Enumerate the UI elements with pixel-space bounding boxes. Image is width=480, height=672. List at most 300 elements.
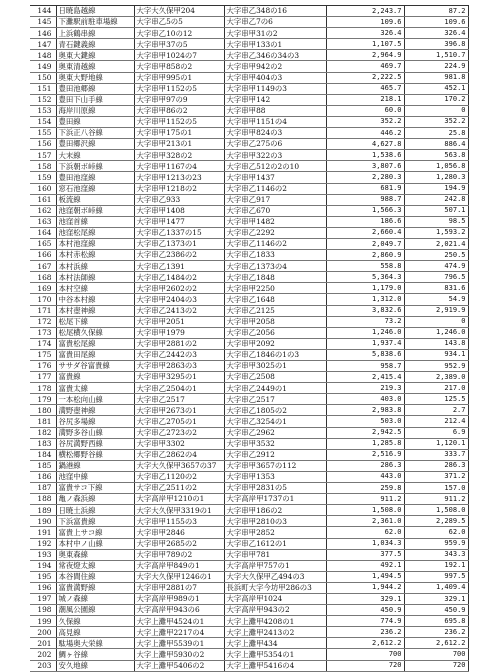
paved-length: 474.9 bbox=[404, 261, 468, 272]
paved-length: 997.5 bbox=[404, 571, 468, 582]
end-point: 大字串甲1437 bbox=[224, 172, 326, 183]
end-point: 大字串甲88 bbox=[224, 105, 326, 116]
extension-length: 1,508.0 bbox=[326, 505, 404, 516]
table-row bbox=[30, 161, 468, 172]
start-point: 大字大久保甲3657の37 bbox=[134, 460, 224, 471]
route-name: 豊田池窪線 bbox=[56, 172, 134, 183]
route-number: 176 bbox=[30, 361, 56, 372]
extension-length: 492.1 bbox=[326, 560, 404, 571]
table-row bbox=[30, 316, 468, 327]
table-row bbox=[30, 338, 468, 349]
route-number: 162 bbox=[30, 205, 56, 216]
start-point: 大字串甲97の9 bbox=[134, 94, 224, 105]
route-number: 197 bbox=[30, 593, 56, 604]
paved-length: 695.8 bbox=[404, 616, 468, 627]
route-name: 富貴松尾線 bbox=[56, 338, 134, 349]
start-point: 大字串乙933 bbox=[134, 194, 224, 205]
start-point: 大字串甲2673の1 bbox=[134, 405, 224, 416]
route-number: 155 bbox=[30, 128, 56, 139]
route-name: 本村空線 bbox=[56, 283, 134, 294]
end-point: 大字串乙2517 bbox=[224, 394, 326, 405]
paved-length: 192.1 bbox=[404, 560, 468, 571]
start-point: 大字串乙2517 bbox=[134, 394, 224, 405]
extension-length: 403.0 bbox=[326, 394, 404, 405]
route-number: 199 bbox=[30, 616, 56, 627]
extension-length: 1,285.8 bbox=[326, 438, 404, 449]
start-point: 大字串乙2511の2 bbox=[134, 483, 224, 494]
route-number: 163 bbox=[30, 216, 56, 227]
route-name: 奥東大鍵線 bbox=[56, 50, 134, 61]
paved-length: 250.5 bbox=[404, 250, 468, 261]
start-point: 大字串甲2846 bbox=[134, 527, 224, 538]
end-point: 大字串甲3657の112 bbox=[224, 460, 326, 471]
extension-length: 2,612.2 bbox=[326, 638, 404, 649]
end-point: 大字高岸甲943の2 bbox=[224, 605, 326, 616]
extension-length: 3,807.6 bbox=[326, 161, 404, 172]
route-number: 150 bbox=[30, 72, 56, 83]
route-number: 169 bbox=[30, 283, 56, 294]
paved-length: 934.1 bbox=[404, 349, 468, 360]
table-row bbox=[30, 394, 468, 405]
table-row bbox=[30, 460, 468, 471]
start-point: 大字串甲213の1 bbox=[134, 139, 224, 150]
extension-length: 2,415.4 bbox=[326, 372, 404, 383]
start-point: 大字串甲1024の7 bbox=[134, 50, 224, 61]
route-number: 145 bbox=[30, 17, 56, 28]
paved-length: 2,389.0 bbox=[404, 372, 468, 383]
table-row bbox=[30, 194, 468, 205]
route-name: 松尾下線 bbox=[56, 316, 134, 327]
paved-length: 396.8 bbox=[404, 39, 468, 50]
route-name: 豊田下山手線 bbox=[56, 94, 134, 105]
end-point: 大字串乙1833 bbox=[224, 250, 326, 261]
table-row bbox=[30, 61, 468, 72]
extension-length: 450.9 bbox=[326, 605, 404, 616]
route-number: 195 bbox=[30, 571, 56, 582]
extension-length: 2,983.8 bbox=[326, 405, 404, 416]
end-point: 大字串甲824の3 bbox=[224, 128, 326, 139]
paved-length: 700 bbox=[404, 649, 468, 660]
paved-length: 1,593.2 bbox=[404, 227, 468, 238]
paved-length: 1,246.0 bbox=[404, 327, 468, 338]
route-number: 187 bbox=[30, 483, 56, 494]
route-number: 182 bbox=[30, 427, 56, 438]
end-point: 大字串乙670 bbox=[224, 205, 326, 216]
start-point: 大字串甲1218の2 bbox=[134, 183, 224, 194]
route-name: 富貴上サコ線 bbox=[56, 527, 134, 538]
paved-length: 0 bbox=[404, 316, 468, 327]
table-row bbox=[30, 383, 468, 394]
start-point: 大字串甲2051 bbox=[134, 316, 224, 327]
table-row bbox=[30, 283, 468, 294]
route-name: 谷尻多場線 bbox=[56, 416, 134, 427]
end-point: 大字大久保甲乙494の3 bbox=[224, 571, 326, 582]
start-point: 大字串甲1152の5 bbox=[134, 83, 224, 94]
route-name: 本村壺神線 bbox=[56, 305, 134, 316]
table-row bbox=[30, 438, 468, 449]
table-row bbox=[30, 416, 468, 427]
end-point: 大字串乙2962 bbox=[224, 427, 326, 438]
table-row bbox=[30, 483, 468, 494]
extension-length: 1,566.3 bbox=[326, 205, 404, 216]
route-name: 松尾横久保線 bbox=[56, 327, 134, 338]
extension-length: 2,222.5 bbox=[326, 72, 404, 83]
start-point: 大字串甲175の1 bbox=[134, 128, 224, 139]
route-name: 本村赤松線 bbox=[56, 250, 134, 261]
end-point: 大字串甲1149の3 bbox=[224, 83, 326, 94]
table-row bbox=[30, 560, 468, 571]
start-point: 大字高岸甲989の1 bbox=[134, 593, 224, 604]
end-point: 大字串甲2092 bbox=[224, 338, 326, 349]
route-name: 本村法師線 bbox=[56, 272, 134, 283]
route-number: 200 bbox=[30, 627, 56, 638]
extension-length: 2,660.4 bbox=[326, 227, 404, 238]
start-point: 大字串乙1484の2 bbox=[134, 272, 224, 283]
extension-length: 1,937.4 bbox=[326, 338, 404, 349]
end-point: 大字串乙2508 bbox=[224, 372, 326, 383]
start-point: 大字串甲995の1 bbox=[134, 72, 224, 83]
start-point: 大字串甲2881の2 bbox=[134, 338, 224, 349]
start-point: 大字高岸甲849の1 bbox=[134, 560, 224, 571]
route-number: 191 bbox=[30, 527, 56, 538]
end-point: 大字上灘甲2413の2 bbox=[224, 627, 326, 638]
table-row bbox=[30, 94, 468, 105]
extension-length: 186.6 bbox=[326, 216, 404, 227]
paved-length: 242.8 bbox=[404, 194, 468, 205]
end-point: 大字串乙1805の2 bbox=[224, 405, 326, 416]
end-point: 大字串甲1151の4 bbox=[224, 116, 326, 127]
end-point: 大字串乙1612の1 bbox=[224, 538, 326, 549]
paved-length: 194.9 bbox=[404, 183, 468, 194]
end-point: 大字串乙1373の4 bbox=[224, 261, 326, 272]
route-name: 富貴太線 bbox=[56, 383, 134, 394]
end-point: 大字串甲3025の1 bbox=[224, 361, 326, 372]
start-point: 大字大久保甲3319の1 bbox=[134, 505, 224, 516]
extension-length: 2,860.9 bbox=[326, 250, 404, 261]
end-point: 大字串乙7の6 bbox=[224, 17, 326, 28]
start-point: 大字串乙1373の1 bbox=[134, 238, 224, 249]
table-row bbox=[30, 616, 468, 627]
route-number: 167 bbox=[30, 261, 56, 272]
extension-length: 2,516.9 bbox=[326, 449, 404, 460]
paved-length: 54.9 bbox=[404, 294, 468, 305]
route-number: 203 bbox=[30, 660, 56, 671]
extension-length: 503.0 bbox=[326, 416, 404, 427]
route-number: 147 bbox=[30, 39, 56, 50]
route-number: 149 bbox=[30, 61, 56, 72]
start-point: 大字上灘甲4524の1 bbox=[134, 616, 224, 627]
table-row bbox=[30, 638, 468, 649]
extension-length: 329.1 bbox=[326, 593, 404, 604]
table-row bbox=[30, 216, 468, 227]
end-point: 大字上灘甲5354の1 bbox=[224, 649, 326, 660]
paved-length: 6.9 bbox=[404, 427, 468, 438]
start-point: 大字串乙10の12 bbox=[134, 28, 224, 39]
route-number: 178 bbox=[30, 383, 56, 394]
paved-length: 157.0 bbox=[404, 483, 468, 494]
start-point: 大字串乙1120の2 bbox=[134, 471, 224, 482]
route-number: 168 bbox=[30, 272, 56, 283]
route-number: 189 bbox=[30, 505, 56, 516]
start-point: 大字串甲1408 bbox=[134, 205, 224, 216]
end-point: 大字串乙348の16 bbox=[224, 6, 326, 17]
route-name: 高見線 bbox=[56, 627, 134, 638]
table-row bbox=[30, 505, 468, 516]
route-number: 159 bbox=[30, 172, 56, 183]
table-row bbox=[30, 349, 468, 360]
route-number: 175 bbox=[30, 349, 56, 360]
table-row bbox=[30, 627, 468, 638]
table-row bbox=[30, 582, 468, 593]
end-point: 大字上灘甲434 bbox=[224, 638, 326, 649]
route-number: 156 bbox=[30, 139, 56, 150]
route-number: 161 bbox=[30, 194, 56, 205]
route-name: 富貴満野線 bbox=[56, 582, 134, 593]
extension-length: 286.3 bbox=[326, 460, 404, 471]
paved-length: 2.7 bbox=[404, 405, 468, 416]
start-point: 大字串甲2404の3 bbox=[134, 294, 224, 305]
route-name: 池窪首線 bbox=[56, 216, 134, 227]
route-name: 池窪朝ボ峠線 bbox=[56, 205, 134, 216]
route-name: 豊田郷沢線 bbox=[56, 139, 134, 150]
route-name: 駄場奥大栄線 bbox=[56, 638, 134, 649]
paved-length: 62.0 bbox=[404, 527, 468, 538]
route-name: 豊田池郷線 bbox=[56, 83, 134, 94]
road-register-body bbox=[30, 6, 468, 672]
extension-length: 5,838.6 bbox=[326, 349, 404, 360]
extension-length: 1,034.3 bbox=[326, 538, 404, 549]
route-name: 富貴サコ下線 bbox=[56, 483, 134, 494]
route-name: 奥東清越線 bbox=[56, 61, 134, 72]
route-name: 富貴線 bbox=[56, 372, 134, 383]
route-number: 164 bbox=[30, 227, 56, 238]
end-point: 大字串甲322の3 bbox=[224, 150, 326, 161]
route-name: 日暁土浜線 bbox=[56, 505, 134, 516]
start-point: 大字串甲86の2 bbox=[134, 105, 224, 116]
route-number: 193 bbox=[30, 549, 56, 560]
table-row bbox=[30, 549, 468, 560]
extension-length: 109.6 bbox=[326, 17, 404, 28]
route-number: 183 bbox=[30, 438, 56, 449]
extension-length: 958.7 bbox=[326, 361, 404, 372]
table-row bbox=[30, 372, 468, 383]
table-row bbox=[30, 150, 468, 161]
paved-length: 371.2 bbox=[404, 471, 468, 482]
extension-length: 1,312.0 bbox=[326, 294, 404, 305]
table-row bbox=[30, 593, 468, 604]
paved-length: 212.4 bbox=[404, 416, 468, 427]
extension-length: 3,832.6 bbox=[326, 305, 404, 316]
route-name: 安久地線 bbox=[56, 660, 134, 671]
paved-length: 1,056.8 bbox=[404, 161, 468, 172]
table-row bbox=[30, 128, 468, 139]
extension-length: 2,964.9 bbox=[326, 50, 404, 61]
route-name: 海岸川原線 bbox=[56, 105, 134, 116]
table-row bbox=[30, 516, 468, 527]
route-name: 満野壺神線 bbox=[56, 405, 134, 416]
start-point: 大字串乙1337の15 bbox=[134, 227, 224, 238]
route-number: 188 bbox=[30, 494, 56, 505]
start-point: 大字串乙2705の1 bbox=[134, 416, 224, 427]
table-row bbox=[30, 294, 468, 305]
route-name: 下浜朝ボ峠線 bbox=[56, 161, 134, 172]
paved-length: 720 bbox=[404, 660, 468, 671]
paved-length: 1,508.0 bbox=[404, 505, 468, 516]
end-point: 大字串甲2810の3 bbox=[224, 516, 326, 527]
route-number: 146 bbox=[30, 28, 56, 39]
table-row bbox=[30, 272, 468, 283]
road-register-table bbox=[30, 5, 469, 672]
route-number: 174 bbox=[30, 338, 56, 349]
end-point: 大字串乙2449の1 bbox=[224, 383, 326, 394]
route-name: 池窪中線 bbox=[56, 471, 134, 482]
extension-length: 911.2 bbox=[326, 494, 404, 505]
route-name: 大末線 bbox=[56, 150, 134, 161]
start-point: 大字串甲1477 bbox=[134, 216, 224, 227]
route-name: 板流線 bbox=[56, 194, 134, 205]
route-number: 201 bbox=[30, 638, 56, 649]
paved-length: 2,289.5 bbox=[404, 516, 468, 527]
start-point: 大字串甲2602の2 bbox=[134, 283, 224, 294]
end-point: 大字串乙3254の1 bbox=[224, 416, 326, 427]
paved-length: 831.6 bbox=[404, 283, 468, 294]
table-row bbox=[30, 361, 468, 372]
route-number: 177 bbox=[30, 372, 56, 383]
route-number: 171 bbox=[30, 305, 56, 316]
end-point: 大字串乙1846の1の3 bbox=[224, 349, 326, 360]
route-name: 谷尻満野西線 bbox=[56, 438, 134, 449]
extension-length: 446.2 bbox=[326, 128, 404, 139]
route-name: 窓石池窪線 bbox=[56, 183, 134, 194]
paved-length: 333.7 bbox=[404, 449, 468, 460]
table-row bbox=[30, 139, 468, 150]
extension-length: 219.3 bbox=[326, 383, 404, 394]
start-point: 大字串甲2881の7 bbox=[134, 582, 224, 593]
paved-length: 109.6 bbox=[404, 17, 468, 28]
route-number: 160 bbox=[30, 183, 56, 194]
paved-length: 343.3 bbox=[404, 549, 468, 560]
paved-length: 87.2 bbox=[404, 6, 468, 17]
route-number: 172 bbox=[30, 316, 56, 327]
end-point: 大字串甲2058 bbox=[224, 316, 326, 327]
extension-length: 1,246.0 bbox=[326, 327, 404, 338]
extension-length: 62.0 bbox=[326, 527, 404, 538]
paved-length: 0 bbox=[404, 105, 468, 116]
route-name: 池窪松尾線 bbox=[56, 227, 134, 238]
table-row bbox=[30, 449, 468, 460]
route-name: 日暁島越線 bbox=[56, 6, 134, 17]
route-name: 本村浜線 bbox=[56, 261, 134, 272]
start-point: 大字上灘甲5930の2 bbox=[134, 649, 224, 660]
route-name: 潮風公園線 bbox=[56, 605, 134, 616]
end-point: 大字串乙512の2の10 bbox=[224, 161, 326, 172]
table-row bbox=[30, 6, 468, 17]
route-number: 198 bbox=[30, 605, 56, 616]
route-number: 180 bbox=[30, 405, 56, 416]
start-point: 大字串甲1152の5 bbox=[134, 116, 224, 127]
table-row bbox=[30, 83, 468, 94]
paved-length: 1,280.3 bbox=[404, 172, 468, 183]
end-point: 大字串甲1353 bbox=[224, 471, 326, 482]
extension-length: 5,364.3 bbox=[326, 272, 404, 283]
route-name: 上浜鶴串線 bbox=[56, 28, 134, 39]
table-row bbox=[30, 649, 468, 660]
start-point: 大字串甲2685の2 bbox=[134, 538, 224, 549]
end-point: 大字高岸甲757の1 bbox=[224, 560, 326, 571]
end-point: 大字串乙346の34の3 bbox=[224, 50, 326, 61]
start-point: 大字串甲328の2 bbox=[134, 150, 224, 161]
extension-length: 558.8 bbox=[326, 261, 404, 272]
end-point: 大字串甲31の2 bbox=[224, 28, 326, 39]
paved-length: 224.9 bbox=[404, 61, 468, 72]
route-name: 本谷間住線 bbox=[56, 571, 134, 582]
paved-length: 98.5 bbox=[404, 216, 468, 227]
start-point: 大字高岸甲1210の1 bbox=[134, 494, 224, 505]
start-point: 大字上灘甲5406の2 bbox=[134, 660, 224, 671]
start-point: 大字串甲2863の3 bbox=[134, 361, 224, 372]
table-row bbox=[30, 305, 468, 316]
paved-length: 1,510.7 bbox=[404, 50, 468, 61]
end-point: 大字串甲2250 bbox=[224, 283, 326, 294]
paved-length: 286.3 bbox=[404, 460, 468, 471]
paved-length: 125.5 bbox=[404, 394, 468, 405]
table-row bbox=[30, 227, 468, 238]
route-name: 豊田線 bbox=[56, 116, 134, 127]
table-row bbox=[30, 105, 468, 116]
start-point: 大字串乙2723の2 bbox=[134, 427, 224, 438]
table-row bbox=[30, 238, 468, 249]
extension-length: 1,179.0 bbox=[326, 283, 404, 294]
route-number: 202 bbox=[30, 649, 56, 660]
extension-length: 60.0 bbox=[326, 105, 404, 116]
paved-length: 170.2 bbox=[404, 94, 468, 105]
paved-length: 1,409.4 bbox=[404, 582, 468, 593]
extension-length: 2,942.5 bbox=[326, 427, 404, 438]
extension-length: 681.9 bbox=[326, 183, 404, 194]
route-name: 奥東大野地線 bbox=[56, 72, 134, 83]
end-point: 長浜町大字今坊甲286の3 bbox=[224, 582, 326, 593]
end-point: 大字串乙275の6 bbox=[224, 139, 326, 150]
route-name: 富貴田尾線 bbox=[56, 349, 134, 360]
end-point: 大字串乙2292 bbox=[224, 227, 326, 238]
end-point: 大字串乙917 bbox=[224, 194, 326, 205]
paved-length: 1,120.1 bbox=[404, 438, 468, 449]
route-name: 満野多谷山線 bbox=[56, 427, 134, 438]
start-point: 大字高岸甲943の6 bbox=[134, 605, 224, 616]
extension-length: 352.2 bbox=[326, 116, 404, 127]
end-point: 大字串甲2831の5 bbox=[224, 483, 326, 494]
table-row bbox=[30, 250, 468, 261]
table-row bbox=[30, 405, 468, 416]
extension-length: 4,627.8 bbox=[326, 139, 404, 150]
end-point: 大字串乙1848 bbox=[224, 272, 326, 283]
route-number: 185 bbox=[30, 460, 56, 471]
extension-length: 1,538.6 bbox=[326, 150, 404, 161]
route-number: 153 bbox=[30, 105, 56, 116]
route-number: 154 bbox=[30, 116, 56, 127]
route-name: 鍋港線 bbox=[56, 460, 134, 471]
route-number: 173 bbox=[30, 327, 56, 338]
paved-length: 25.8 bbox=[404, 128, 468, 139]
extension-length: 1,107.5 bbox=[326, 39, 404, 50]
table-row bbox=[30, 183, 468, 194]
end-point: 大字上灘甲5416の4 bbox=[224, 660, 326, 671]
end-point: 大字串乙2056 bbox=[224, 327, 326, 338]
extension-length: 377.5 bbox=[326, 549, 404, 560]
route-name: 久保線 bbox=[56, 616, 134, 627]
start-point: 大字串甲3302 bbox=[134, 438, 224, 449]
route-number: 170 bbox=[30, 294, 56, 305]
